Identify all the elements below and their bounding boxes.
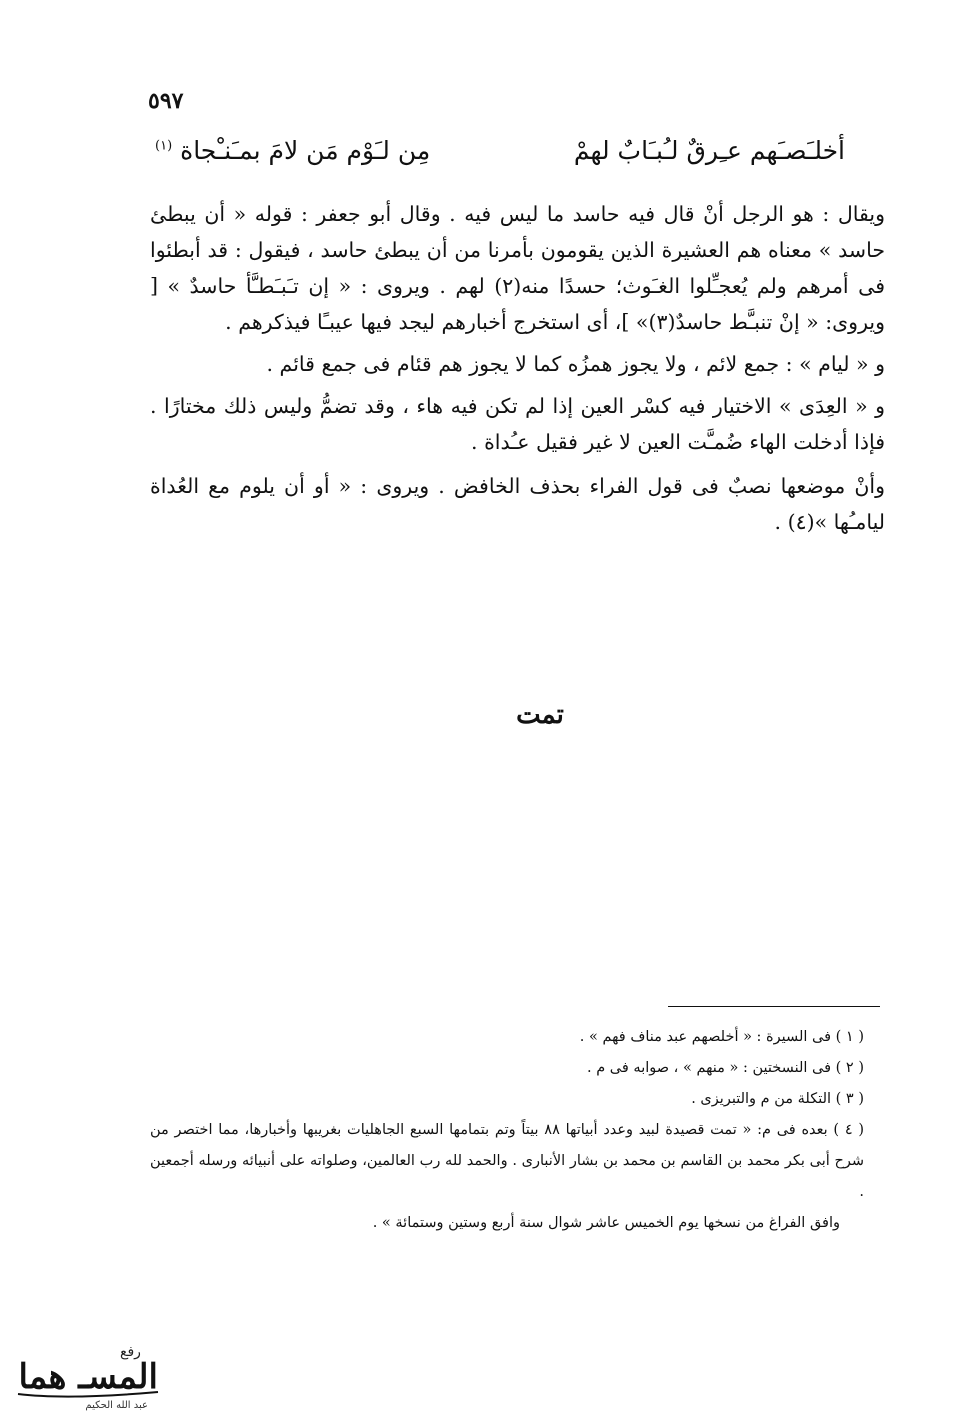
verse-first-hemistich: أخلـَصـَهم عـِرقٌ لـُبـَابٌ لهمْ <box>573 136 845 165</box>
footnotes <box>150 1022 870 1239</box>
commentary <box>150 196 885 546</box>
footnote-divider <box>668 1006 880 1007</box>
verse-second-hemistich: مِن لـَوْم مَن لامَ بمـَنـْجاة <box>180 136 431 165</box>
commentary-paragraph: وأنْ موضعها نصبٌ فى قول الفراء بحذف الخافض . ويروى : « أو أن يلوم مع العُداة ليامـُها »(٤) . <box>150 474 885 534</box>
footnote-item: ( ١ ) فى السيرة : « أخلصهم عبد مناف فهم » . <box>579 1029 864 1045</box>
verse-second-hemistich-wrap <box>155 136 430 165</box>
commentary-paragraph: و « ليام » : جمع لائم ، ولا يجوز همزُه كما لا يجوز هم قئام فى جمع قائم . <box>266 352 885 376</box>
end-mark: تمت <box>516 700 564 730</box>
footnote-mark: (١) <box>155 138 173 154</box>
stamp-line-2: المسـ هما <box>18 1357 158 1397</box>
stamp-line-3: عبد الله الحكيم <box>85 1400 148 1411</box>
footnote-item: ( ٣ ) التكلة من م والتبريزى . <box>691 1091 864 1107</box>
commentary-paragraph: و « العِدَى » الاختيار فيه كسْر العين إذا لم تكن فيه هاء ، وقد تضمُّ وليس ذلك مختارًا . فإذا أدخلت الهاء ضُمـَّت العين لا غير فقيل عـُداة . <box>150 394 885 454</box>
footnote-item: ( ٤ ) بعده فى م: « تمت قصيدة لبيد وعدد أبياتها ٨٨ بيتاً وتم بتمامها السبع الجاهليات بغريبها وأخبارها، مما اختصر من شرح أبى بكر محمد بن القاسم بن محمد بن بشار الأنبارى . والحمد لله رب العالمين، وصلواته على أنبيائه ورسله أجمعين . <box>150 1122 864 1200</box>
verse-line <box>155 136 845 165</box>
stamp-line-1: رفع <box>120 1344 141 1360</box>
page-number: ٥٩٧ <box>148 88 184 114</box>
footnote-item: وافق الفراغ من نسخها يوم الخميس عاشر شوال سنة أربع وستين وستمائة » . <box>372 1215 840 1231</box>
footnote-item: ( ٢ ) فى النسختين : « منهم » ، صوابه فى م . <box>587 1060 864 1076</box>
commentary-paragraph: ويقال : هو الرجل أنْ قال فيه حاسد ما ليس فيه . وقال أبو جعفر : قوله « أن يبطئ حاسد » معناه هم العشيرة الذين يقومون بأمرنا من أن يبطئ حاسد ، فيقول : قد أبطئوا فى أمرهم ولم يُعجـِّلوا الغـَوث؛ حسدًا منه(٢) لهم . ويروى : « إن تـَبـَطـَّأ حاسدٌ » [ ويروى: « إنْ تنبـَّط حاسدٌ(٣)» ]، أى استخرج أخبارهم ليجد فيها عيبـًا فيذكرهم . <box>150 202 886 334</box>
library-stamp-logo <box>8 1330 168 1414</box>
